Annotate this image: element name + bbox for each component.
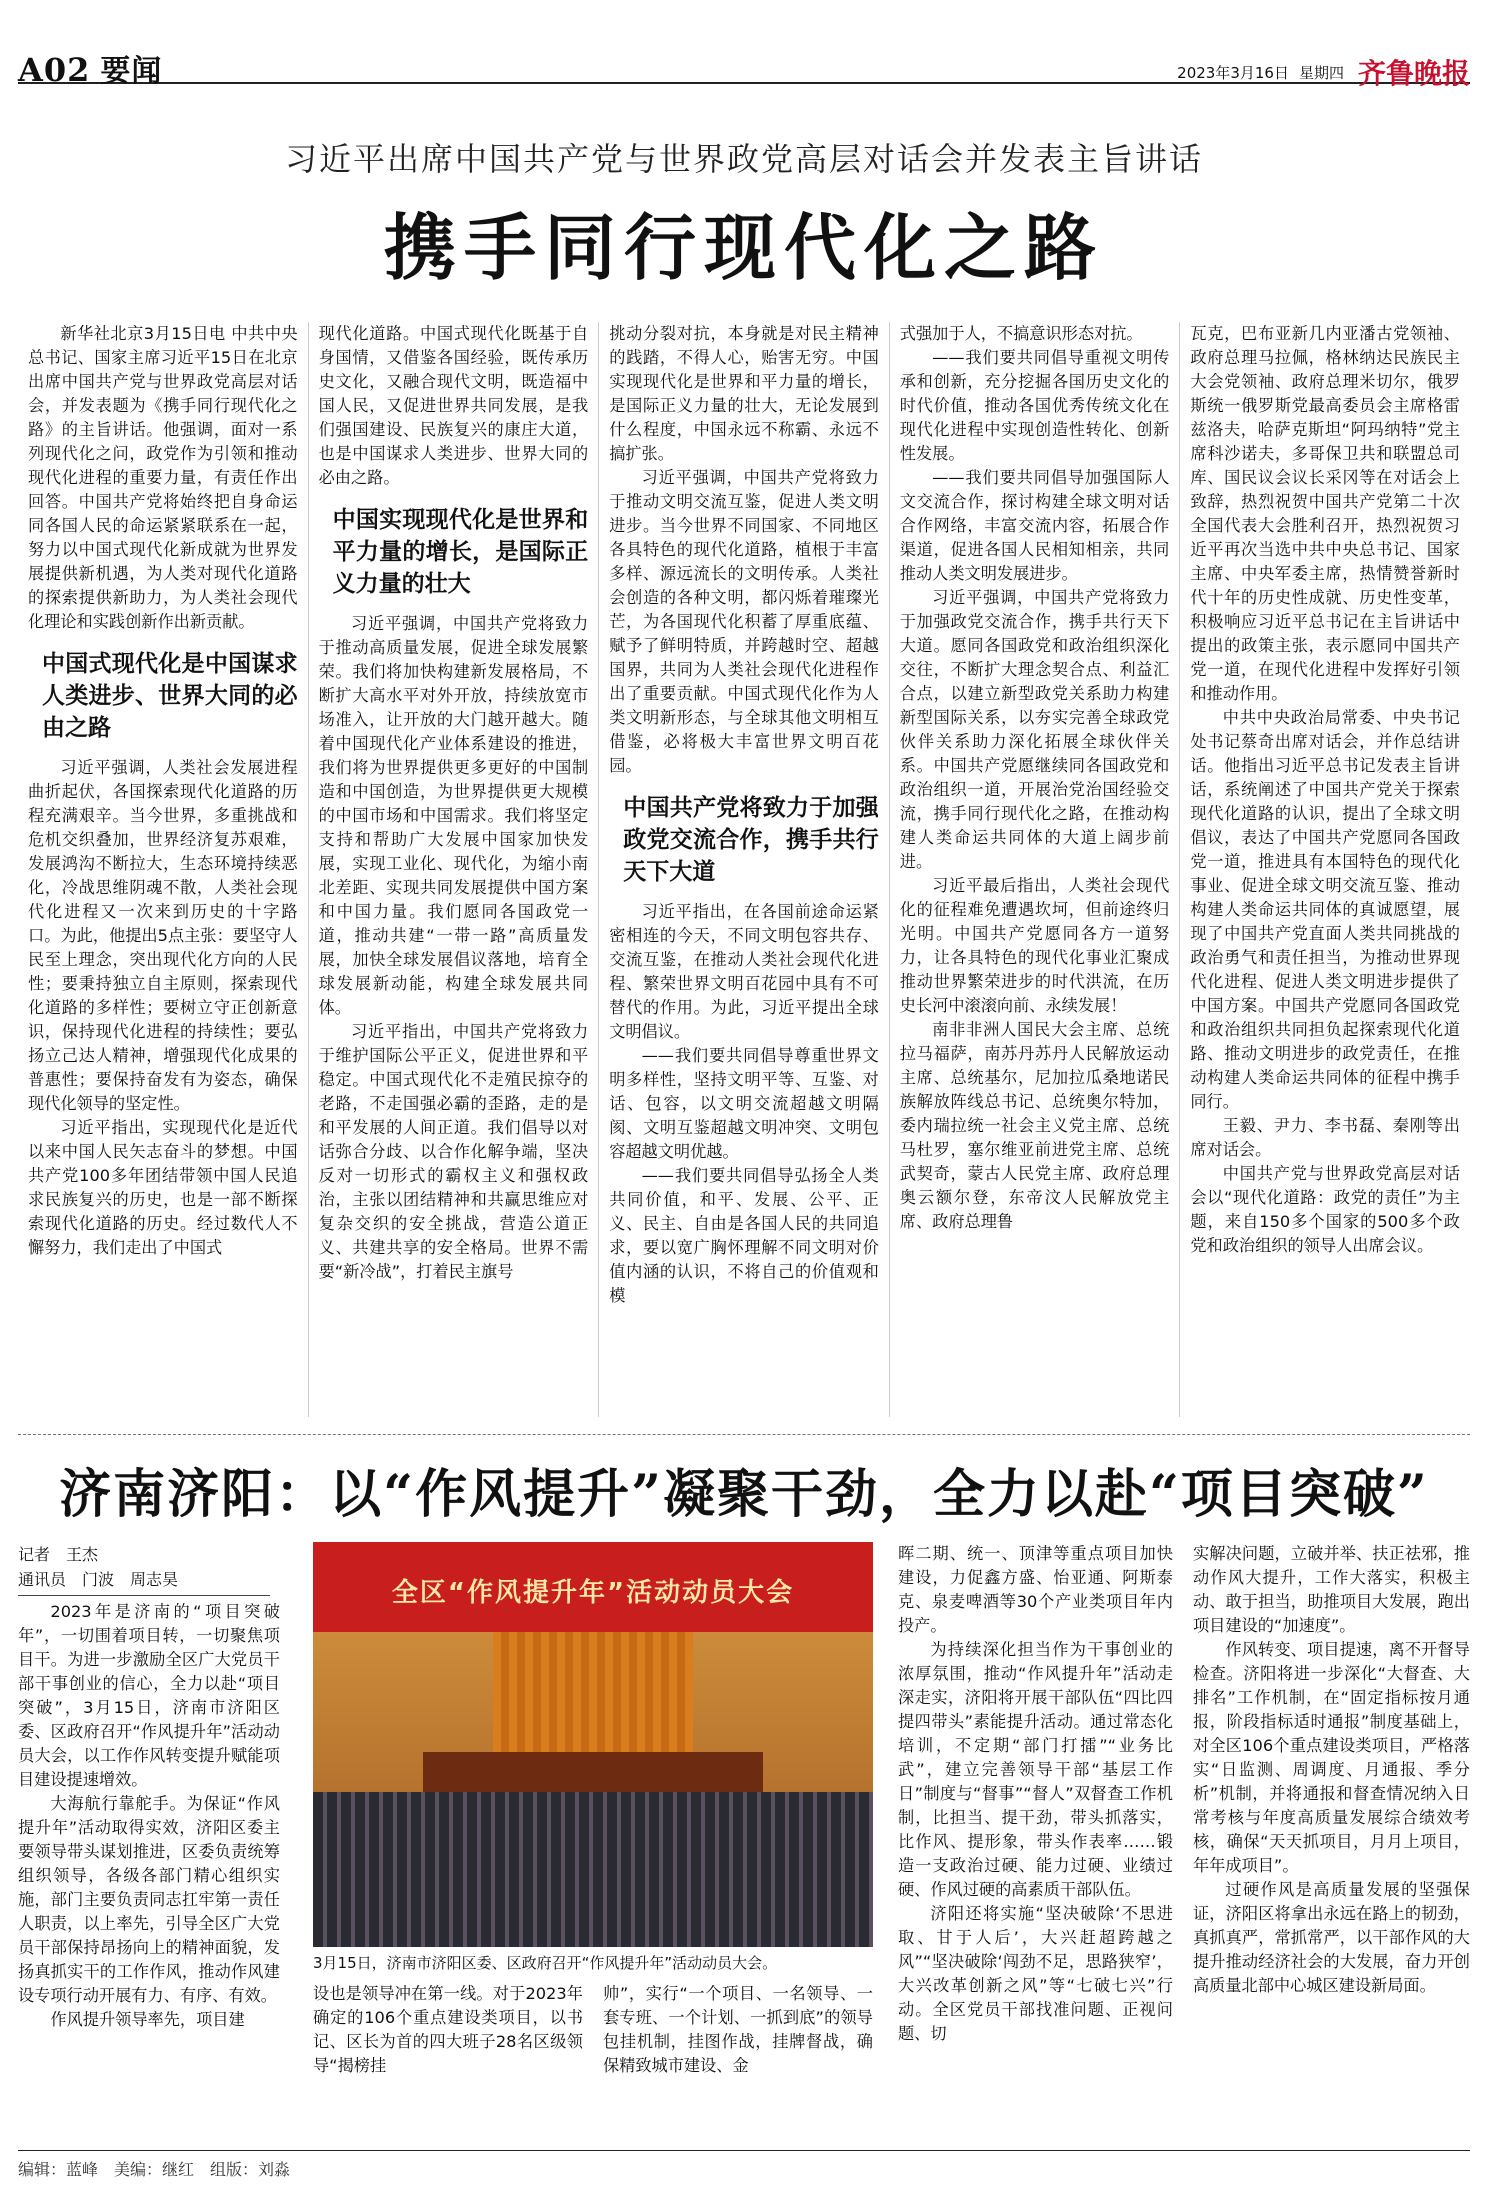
paragraph: 瓦克，巴布亚新几内亚潘古党领袖、政府总理马拉佩，格林纳达民族民主大会党领袖、政府总理米切尔，俄罗斯统一俄罗斯党最高委员会主席格雷兹洛夫，哈萨克斯坦“阿玛纳特”党主席科沙诺夫，多哥保卫共和联盟总司库、国民议会议长采冈等在对话会上致辞，热烈祝贺中国共产党第二十次全国代表大会胜利召开，热烈祝贺习近平再次当选中共中央总书记、国家主席、中央军委主席，热情赞誉新时代十年的历史性成就、历史性变革，积极响应习近平总书记在主旨讲话中提出的政策主张，表示愿同中国共产党一道，在现代化进程中发挥好引领和推动作用。	[1190, 324, 1460, 703]
newspaper-logo: 齐鲁晚报	[1357, 57, 1470, 90]
lead-title: 携手同行现代化之路	[383, 205, 1104, 290]
second-article-title: 济南济阳：以“作风提升”凝聚干劲，全力以赴“项目突破”	[59, 1464, 1429, 1525]
article-column-4	[890, 322, 1181, 1417]
paragraph: 2023年是济南的“项目突破年”，一切围着项目转，一切聚焦项目干。为进一步激励全区广大党员干部干事创业的信心，全力以赴“项目突破”，3月15日，济南市济阳区委、区政府召开“作风提升年”活动动员大会，以工作作风转变提升赋能项目建设提速增效。	[18, 1602, 280, 1789]
paragraph: 中国共产党与世界政党高层对话会以“现代化道路：政党的责任”为主题，来自150多个国家的500多个政党和政治组织的领导人出席会议。	[1190, 1164, 1460, 1255]
second-column-3	[603, 1982, 873, 2132]
paragraph: ——我们要共同倡导弘扬全人类共同价值，和平、发展、公平、正义、民主、自由是各国人民的共同追求，要以宽广胸怀理解不同文明对价值内涵的认识，不将自己的价值观和模	[609, 1166, 879, 1305]
paragraph: 习近平最后指出，人类社会现代化的征程难免遭遇坎坷，但前途终归光明。中国共产党愿同各方一道努力，让各具特色的现代化事业汇聚成推动世界繁荣进步的时代洪流，在历史长河中滚滚向前、永续发展！	[899, 876, 1170, 1015]
subheading: 中国式现代化是中国谋求人类进步、世界大同的必由之路	[42, 650, 298, 741]
page-footer: 编辑：蓝峰 美编：继红 组版：刘淼	[18, 2150, 1470, 2180]
paragraph: 设也是领导冲在第一线。对于2023年确定的106个重点建设类项目，以书记、区长为首的四大班子28名区级领导“揭榜挂	[313, 1984, 583, 2075]
second-column-5	[1193, 1542, 1470, 2132]
paragraph: 大海航行靠舵手。为保证“作风提升年”活动取得实效，济阳区委主要领导带头谋划推进，区委负责统筹组织领导，各级各部门精心组织实施，部门主要负责同志扛牢第一责任人职责，以上率先，引导全区广大党员干部保持昂扬向上的精神面貌，发扬真抓实干的工作作风，推动作风建设专项行动开展有力、有序、有效。	[18, 1794, 280, 2005]
paragraph: 习近平指出，中国共产党将致力于维护国际公平正义，促进世界和平稳定。中国式现代化不走殖民掠夺的老路，不走国强必霸的歪路，走的是和平发展的人间正道。我们倡导以对话弥合分歧、以合作化解争端，坚决反对一切形式的霸权主义和强权政治，主张以团结精神和共赢思维应对复杂交织的安全挑战，营造公道正义、共建共享的安全格局。世界不需要“新冷战”，打着民主旗号	[318, 1022, 589, 1281]
paragraph: 王毅、尹力、李书磊、秦刚等出席对话会。	[1190, 1116, 1460, 1159]
paragraph: 济阳还将实施“坚决破除‘不思进取、甘于人后’，大兴赶超跨越之风”“坚决破除‘闯劲不足，思路狭窄’，大兴改革创新之风”等“七破七兴”行动。全区党员干部找准问题、正视问题、切	[898, 1904, 1173, 2043]
paragraph: 作风转变、项目提速，离不开督导检查。济阳将进一步深化“大督查、大排名”工作机制，在“固定指标按月通报，阶段指标适时通报”制度基础上，对全区106个重点建设类项目，严格落实“日监测、周调度、月通报、季分析”机制，并将通报和督查情况纳入日常考核与年度高质量发展综合绩效考核，确保“天天抓项目，月月上项目，年年成项目”。	[1193, 1640, 1470, 1875]
byline	[18, 1542, 270, 1596]
subheading: 中国共产党将致力于加强政党交流合作，携手共行天下大道	[623, 794, 879, 885]
lead-article	[18, 322, 1470, 1417]
paragraph: 习近平强调，中国共产党将致力于推动文明交流互鉴，促进人类文明进步。当今世界不同国家、不同地区各具特色的现代化道路，植根于丰富多样、源远流长的文明传承。人类社会创造的各种文明，都闪烁着璀璨光芒，为各国现代化积蓄了厚重底蕴、赋予了鲜明特质，并跨越时空、超越国界，共同为人类社会现代化进程作出了重要贡献。中国式现代化作为人类文明新形态，与全球其他文明相互借鉴，必将极大丰富世界文明百花园。	[609, 468, 879, 775]
reporter: 记者 王杰	[18, 1545, 99, 1564]
paragraph: 习近平指出，实现现代化是近代以来中国人民矢志奋斗的梦想。中国共产党100多年团结带领中国人民追求民族复兴的历史，也是一部不断探索现代化道路的历史。经过数代人不懈努力，我们走出了中国式	[28, 1118, 298, 1257]
paragraph: 晖二期、统一、顶津等重点项目加快建设，力促鑫方盛、怡亚通、阿斯泰克、泉麦啤酒等30个产业类项目年内投产。	[898, 1544, 1173, 1635]
paragraph: 挑动分裂对抗，本身就是对民主精神的践踏，不得人心，贻害无穷。中国实现现代化是世界和平力量的增长，是国际正义力量的壮大，无论发展到什么程度，中国永远不称霸、永远不搞扩张。	[609, 324, 879, 463]
paragraph: 作风提升领导率先，项目建	[50, 2010, 245, 2029]
paragraph: 现代化道路。中国式现代化既基于自身国情，又借鉴各国经验，既传承历史文化，又融合现代文明，既造福中国人民，又促进世界共同发展，是我们强国建设、民族复兴的康庄大道，也是中国谋求人类进步、世界大同的必由之路。	[318, 324, 589, 487]
page-header	[18, 42, 1470, 90]
photo-banner: 全区“作风提升年”活动动员大会	[313, 1542, 873, 1632]
paragraph: ——我们要共同倡导尊重世界文明多样性，坚持文明平等、互鉴、对话、包容，以文明交流超越文明隔阂、文明互鉴超越文明冲突、文明包容超越文明优越。	[609, 1046, 879, 1161]
paragraph: 南非非洲人国民大会主席、总统拉马福萨，南苏丹苏丹人民解放运动主席、总统基尔，尼加拉瓜桑地诺民族解放阵线总书记、总统奥尔特加，委内瑞拉统一社会主义党主席、总统马杜罗，塞尔维亚前进党主席、总统武契奇，蒙古人民党主席、政府总理奥云额尔登，东帝汶人民解放党主席、政府总理鲁	[899, 1020, 1170, 1231]
paragraph: 新华社北京3月15日电 中共中央总书记、国家主席习近平15日在北京出席中国共产党与世界政党高层对话会，并发表题为《携手同行现代化之路》的主旨讲话。他强调，面对一系列现代化之问，政党作为引领和推动现代化进程的重要力量，有责任作出回答。中国共产党将始终把自身命运同各国人民的命运紧紧联系在一起，努力以中国式现代化新成就为世界发展提供新机遇，为人类对现代化道路的探索提供新助力，为人类社会现代化理论和实践创新作出新贡献。	[28, 324, 298, 631]
event-photo	[313, 1542, 873, 1947]
issue-weekday: 星期四	[1298, 63, 1344, 82]
stage-table	[423, 1752, 763, 1792]
photo-caption: 3月15日，济南市济阳区委、区政府召开“作风提升年”活动动员大会。	[313, 1954, 778, 1972]
audience	[313, 1792, 873, 1947]
paragraph: 式强加于人，不搞意识形态对抗。	[899, 324, 1143, 343]
section-name: 要闻	[100, 54, 163, 89]
paragraph: 中共中央政治局常委、中央书记处书记蔡奇出席对话会，并作总结讲话。他指出习近平总书记发表主旨讲话，系统阐述了中国共产党关于探索现代化道路的认识，提出了全球文明倡议，表达了中国共产党愿同各国政党一道，推进具有本国特色的现代化事业、促进全球文明交流互鉴、推动构建人类命运共同体的真诚愿望，展现了中国共产党直面人类共同挑战的政治勇气和责任担当，为推动世界现代化进程、促进人类文明进步提供了中国方案。中国共产党愿同各国政党和政治组织共同担负起探索现代化道路、推动文明进步的政党责任，在推动构建人类命运共同体的征程中携手同行。	[1190, 708, 1460, 1111]
header-right	[1177, 52, 1470, 92]
article-column-2	[309, 322, 600, 1417]
subheading: 中国实现现代化是世界和平力量的增长，是国际正义力量的壮大	[332, 506, 589, 597]
article-column-5	[1180, 322, 1470, 1417]
section-divider	[18, 1434, 1470, 1435]
paragraph: ——我们要共同倡导重视文明传承和创新，充分挖掘各国历史文化的时代价值，推动各国优秀传统文化在现代化进程中实现创造性转化、创新性发展。	[899, 348, 1170, 463]
issue-date: 2023年3月16日	[1177, 63, 1289, 82]
lead-subtitle: 习近平出席中国共产党与世界政党高层对话会并发表主旨讲话	[284, 140, 1203, 178]
second-column-2	[313, 1982, 583, 2132]
paragraph: 习近平指出，在各国前途命运紧密相连的今天，不同文明包容共存、交流互鉴，在推动人类社会现代化进程、繁荣世界文明百花园中具有不可替代的作用。为此，习近平提出全球文明倡议。	[609, 902, 879, 1041]
paragraph: ——我们要共同倡导加强国际人文交流合作，探讨构建全球文明对话合作网络，丰富交流内容，拓展合作渠道，促进各国人民相知相亲，共同推动人类文明发展进步。	[899, 468, 1170, 583]
page-number: A02 要闻	[18, 51, 163, 89]
stage-curtain	[493, 1632, 693, 1752]
second-article	[18, 1542, 1470, 2132]
second-column-4	[898, 1542, 1173, 2132]
correspondents: 通讯员 门波 周志昊	[18, 1570, 179, 1589]
paragraph: 过硬作风是高质量发展的坚强保证，济阳区将拿出永远在路上的韧劲，真抓真严，常抓常严，以干部作风的大提升推动经济社会的大发展，奋力开创高质量北部中心城区建设新局面。	[1193, 1880, 1470, 1995]
paragraph: 实解决问题，立破并举、扶正祛邪，推动作风大提升，工作大落实，积极主动、敢于担当，助推项目大发展，跑出项目建设的“加速度”。	[1193, 1544, 1470, 1635]
paragraph: 习近平强调，中国共产党将致力于推动高质量发展，促进全球发展繁荣。我们将加快构建新发展格局，不断扩大高水平对外开放，持续放宽市场准入，让开放的大门越开越大。随着中国现代化产业体系建设的推进，我们将为世界提供更多更好的中国制造和中国创造，为世界提供更大规模的中国市场和中国需求。我们将坚定支持和帮助广大发展中国家加快发展，实现工业化、现代化，为缩小南北差距、实现共同发展提供中国方案和中国力量。我们愿同各国政党一道，推动共建“一带一路”高质量发展，加快全球发展倡议落地，培育全球发展新动能，构建全球发展共同体。	[318, 614, 589, 1017]
paragraph: 习近平强调，中国共产党将致力于加强政党交流合作，携手共行天下大道。愿同各国政党和政治组织深化交往，不断扩大理念契合点、利益汇合点，以建立新型政党关系助力构建新型国际关系，以夯实完善全球政党伙伴关系助力深化拓展全球伙伴关系。中国共产党愿继续同各国政党和政治组织一道，开展治党治国经验交流，携手同行现代化之路，在推动构建人类命运共同体的大道上阔步前进。	[899, 588, 1170, 871]
article-column-3	[599, 322, 890, 1417]
second-column-1	[18, 1600, 280, 2132]
article-column-1	[18, 322, 309, 1417]
paragraph: 习近平强调，人类社会发展进程曲折起伏，各国探索现代化道路的历程充满艰辛。当今世界，多重挑战和危机交织叠加，世界经济复苏艰难，发展鸿沟不断拉大，生态环境持续恶化，冷战思维阴魂不散，人类社会现代化进程又一次来到历史的十字路口。为此，他提出5点主张：要坚守人民至上理念，突出现代化方向的人民性；要秉持独立自主原则，探索现代化道路的多样性；要树立守正创新意识，保持现代化进程的持续性；要弘扬立己达人精神，增强现代化成果的普惠性；要保持奋发有为姿态，确保现代化领导的坚定性。	[28, 758, 298, 1113]
paragraph: 帅”，实行“一个项目、一名领导、一套专班、一个计划、一抓到底”的领导包挂机制，挂图作战，挂牌督战，确保精致城市建设、金	[603, 1984, 873, 2075]
paragraph: 为持续深化担当作为干事创业的浓厚氛围，推动“作风提升年”活动走深走实，济阳将开展干部队伍“四比四提四带头”素能提升活动。通过常态化培训，不定期“部门打擂”“业务比武”，建立完善领导干部“基层工作日”制度与“督事”“督人”双督查工作机制，比担当、提干劲，带头抓落实，比作风、提形象，带头作表率……锻造一支政治过硬、能力过硬、业绩过硬、作风过硬的高素质干部队伍。	[898, 1640, 1173, 1899]
